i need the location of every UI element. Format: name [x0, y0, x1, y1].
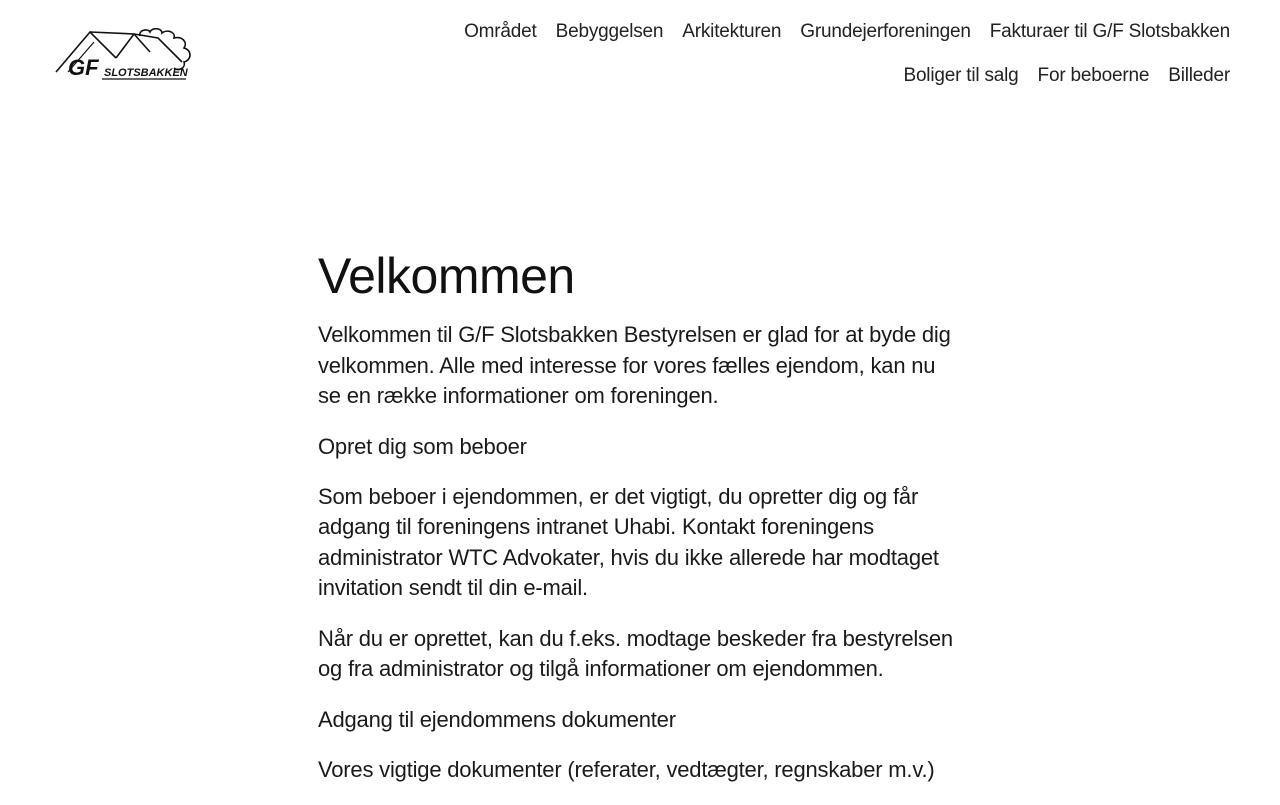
logo-subtitle: SLOTSBAKKEN [104, 67, 188, 79]
intro-paragraph: Velkommen til G/F Slotsbakken Bestyrelsen er glad for at byde dig velkommen. Alle med interesse for vores fælles ejendom, kan nu se en række informationer om foreningen. [318, 322, 951, 408]
nav-item-billeder[interactable]: Billeder [1168, 65, 1230, 86]
nav-item-fakturaer[interactable]: Fakturaer til G/F Slotsbakken [989, 21, 1230, 42]
house-logo-icon [54, 28, 196, 82]
nav-item-omraadet[interactable]: Området [464, 21, 537, 42]
nav-item-boliger-til-salg[interactable]: Boliger til salg [903, 65, 1019, 86]
nav-item-bebyggelsen[interactable]: Bebyggelsen [555, 21, 664, 42]
section-heading-register: Opret dig som beboer [318, 433, 527, 459]
documents-paragraph: Vores vigtige dokumenter (referater, vedtægter, regnskaber m.v.) [318, 756, 935, 782]
site-header [0, 0, 1280, 110]
nav-item-for-beboerne[interactable]: For beboerne [1037, 65, 1150, 86]
page-title: Velkommen [318, 248, 575, 304]
section-heading-documents: Adgang til ejendommens dokumenter [318, 706, 676, 732]
register-paragraph: Som beboer i ejendommen, er det vigtigt, du opretter dig og får adgang til foreningens intranet Uhabi. Kontakt foreningens administrator WTC Advokater, hvis du ikke allerede har modtaget invitation sendt til din e-mail. [318, 483, 939, 600]
nav-item-grundejerforeningen[interactable]: Grundejerforeningen [800, 21, 971, 42]
logo-letters: GF [68, 55, 99, 80]
site-logo[interactable] [54, 28, 196, 82]
nav-item-arkitekturen[interactable]: Arkitekturen [682, 21, 782, 42]
register-followup-paragraph: Når du er oprettet, kan du f.eks. modtage beskeder fra bestyrelsen og fra administrator og tilgå informationer om ejendommen. [318, 625, 953, 681]
main-navigation [330, 18, 1230, 90]
main-content [318, 246, 963, 805]
